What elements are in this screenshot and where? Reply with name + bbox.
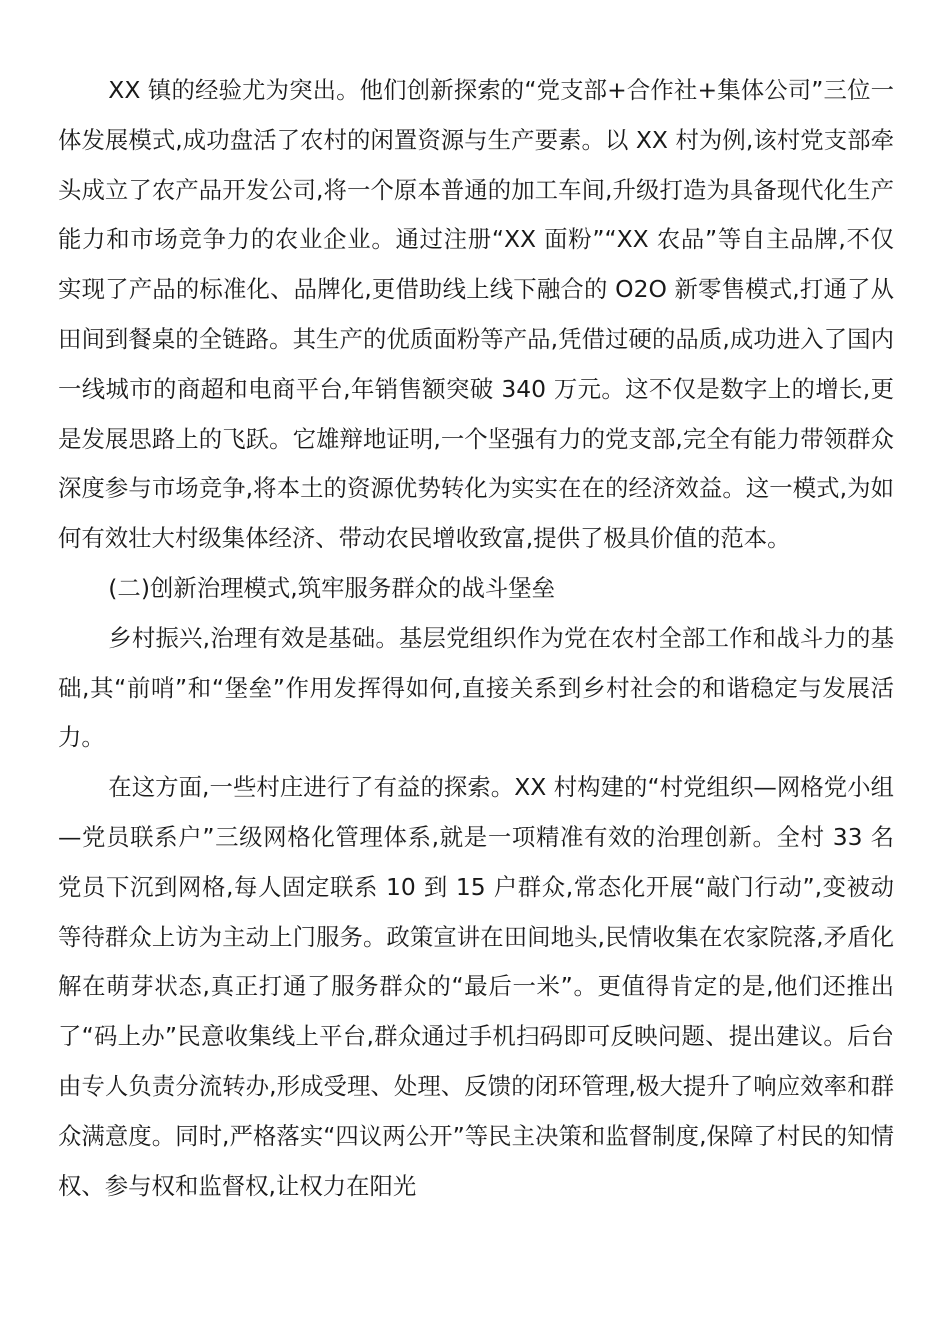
paragraph-party-branch-model: XX 镇的经验尤为突出。他们创新探索的“党支部+合作社+集体公司”三位一体发展模式,成功盘活了农村的闲置资源与生产要素。以 XX 村为例,该村党支部牵头成立了农产品开发公司,将一个原本普通的加工车间,升级打造为具备现代化生产能力和市场竞争力的农业企业。通过注册“XX 面粉”“XX 农品”等自主品牌,不仅实现了产品的标准化、品牌化,更借助线上线下融合的 O2O 新零售模式,打通了从田间到餐桌的全链路。其生产的优质面粉等产品,凭借过硬的品质,成功进入了国内一线城市的商超和电商平台,年销售额突破 340 万元。这不仅是数字上的增长,更是发展思路上的飞跃。它雄辩地证明,一个坚强有力的党支部,完全有能力带领群众深度参与市场竞争,将本土的资源优势转化为实实在在的经济效益。这一模式,为如何有效壮大村级集体经济、带动农民增收致富,提供了极具价值的范本。	[58, 76, 894, 553]
paragraph-grid-management: 在这方面,一些村庄进行了有益的探索。XX 村构建的“村党组织—网格党小组—党员联系户”三级网格化管理体系,就是一项精准有效的治理创新。全村 33 名党员下沉到网格,每人固定联系 10 到 15 户群众,常态化开展“敲门行动”,变被动等待群众上访为主动上门服务。政策宣讲在田间地头,民情收集在农家院落,矛盾化解在萌芽状态,真正打通了服务群众的“最后一米”。更值得肯定的是,他们还推出了“码上办”民意收集线上平台,群众通过手机扫码即可反映问题、提出建议。后台由专人负责分流转办,形成受理、处理、反馈的闭环管理,极大提升了响应效率和群众满意度。同时,严格落实“四议两公开”等民主决策和监督制度,保障了村民的知情权、参与权和监督权,让权力在阳光	[58, 773, 894, 1200]
section-heading-governance: (二)创新治理模式,筑牢服务群众的战斗堡垒	[108, 573, 556, 602]
document-page	[58, 66, 894, 1211]
paragraph-governance-foundation: 乡村振兴,治理有效是基础。基层党组织作为党在农村全部工作和战斗力的基础,其“前哨”和“堡垒”作用发挥得如何,直接关系到乡村社会的和谐稳定与发展活力。	[58, 623, 894, 752]
